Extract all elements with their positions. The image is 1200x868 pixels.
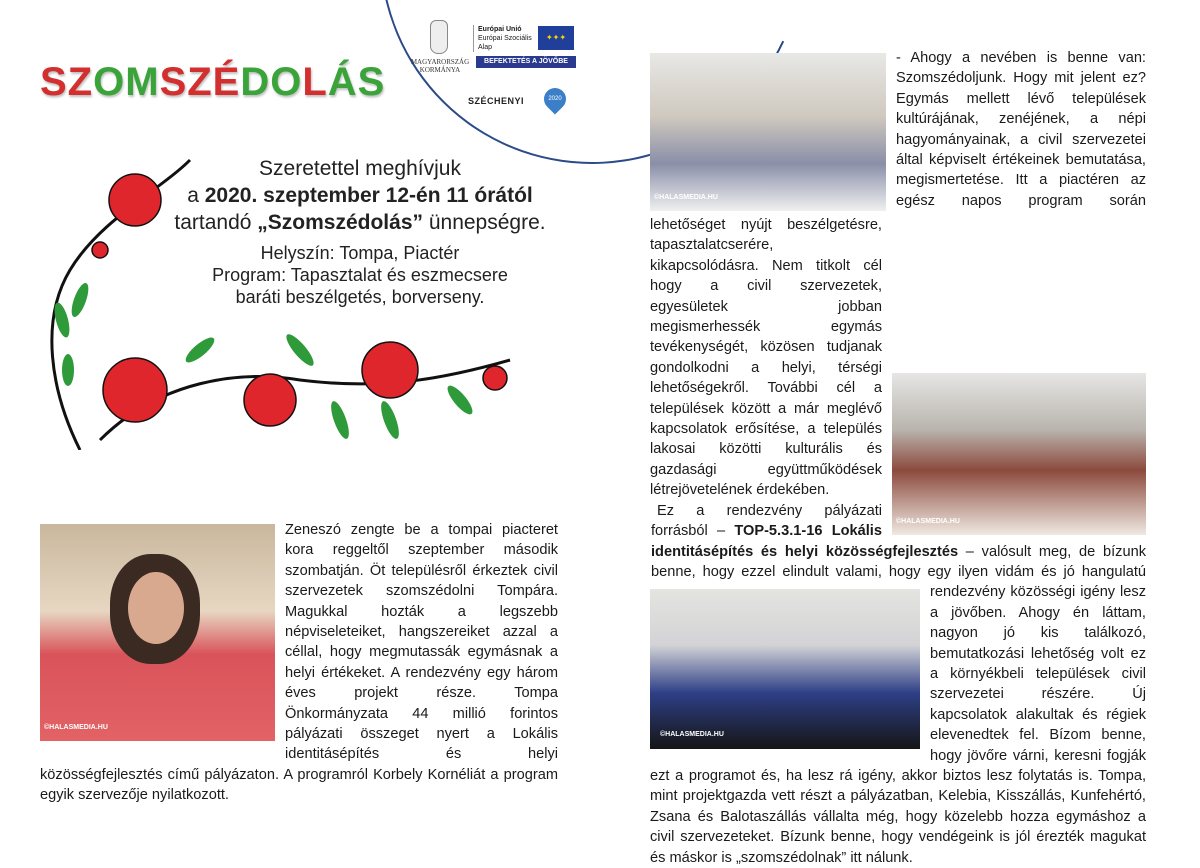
eu-title: Európai Unió xyxy=(478,26,522,33)
invite-line3 xyxy=(140,209,580,236)
right-article-p1: - Ahogy a nevében is benne van: Szomszédoljunk. Hogy mit jelent ez? Egymás mellett lévő települések kultúrájának, zenéjének, a népi hagyományainak, a civil szervezetei által képviselt értékeinek bemutatása, megismertetése. Itt a piactéren az egész napos program során lehetőséget nyújt beszélgetésre, tapasztalatcserére, kikapcsolódásra. Nem titkolt cél hogy a civil szervezetek, egyesületek jobban megismerhessék egymás tevékenységét, közösen tudjanak gondolkodni a helyi, térségi lehetőségekről. További cél a települések között a már meglévő kapcsolatok erősítése, a település lakosai közötti kulturális és gazdasági együttműködések létrejövetelének érdekében. xyxy=(650,50,1146,499)
project-name: TOP-5.3.1-16 Lokális identitásépítés és helyi közösségfejlesztés xyxy=(651,523,959,560)
invite-line3-post: ünnepségre. xyxy=(423,211,546,234)
eu-text xyxy=(473,25,532,52)
photo-watermark: ©HALASMEDIA.HU xyxy=(660,731,724,739)
title-part: L xyxy=(302,60,328,104)
eu-sub2: Alap xyxy=(478,44,493,51)
photo-choir xyxy=(650,589,920,749)
gov-line1: MAGYARORSZÁG xyxy=(410,58,470,66)
title-part: SZ xyxy=(40,60,94,104)
eu-sub1: Európai Szociális xyxy=(478,35,532,42)
invite-program1: Program: Tapasztalat és eszmecsere xyxy=(212,265,508,285)
government-logo-text xyxy=(410,58,470,74)
title-part: OM xyxy=(93,60,160,104)
left-article xyxy=(40,520,558,806)
photo-watermark: ©HALASMEDIA.HU xyxy=(896,517,960,525)
sponsor-logos xyxy=(410,18,590,128)
eu-banner: BEFEKTETÉS A JÖVŐBE xyxy=(476,56,576,68)
right-article xyxy=(650,48,1146,868)
invitation-block xyxy=(140,155,580,308)
p2-post: – valósult meg, de bízunk benne, hogy ezzel elindult valami, hogy egy ilyen vidám és jó hangulatú rendezvény közösségi igény lesz a jövőben. Ahogy én láttam, nagyon jó kis találkozó, bemutatkozási lehetőség volt ez a környékbeli települések civil szervezetei részére. Új kapcsolatok alakultak és régiek elevenedtek fel. Bízom benne, hogy jövőre várni, keresni fogják ezt a programot és, ha lesz rá igény, akkor biztos lesz folytatás is. Tompa, mint projektgazda vett részt a pályázatban, Kelebia, Kisszállás, Kunfehértó, Zsana és Balotaszállás vállalta még, hogy közelebb hozza egymáshoz a civil szervezeteket. Bízunk benne, hogy vendégeink is jól érezték magukat és máskor is „szomszédolnak” itt nálunk. xyxy=(650,543,1146,866)
invite-line1: Szeretettel meghívjuk xyxy=(259,157,461,180)
title-part: ÁS xyxy=(327,60,386,104)
invite-line2 xyxy=(140,182,580,209)
invite-line3-pre: tartandó xyxy=(174,211,258,234)
right-article-p2 xyxy=(650,501,1146,868)
szechenyi-logo: SZÉCHENYI xyxy=(468,96,525,106)
szechenyi-year: 2020 xyxy=(548,96,562,102)
left-article-text: Zeneszó zengte be a tompai piacteret kora reggeltől szeptember második szombatján. Öt településről érkeztek civil szervezetek szomszédolni Tompára. Magukkal hozták a legszebb népviseleteiket, hangszereiket azzal a céllal, hogy megmutassák egymásnak a helyi értékeket. A rendezvény egy három éves projekt része. Tompa Önkormányzata 44 millió forintos pályázati összeget nyert a Lokális identitásépítés és helyi közösségfejlesztés című pályázaton. A programról Korbely Kornéliát a program egyik szervezője nyilatkozott. xyxy=(40,522,558,804)
photo-interviewee xyxy=(40,524,275,741)
title-part: DO xyxy=(240,60,303,104)
invite-line2-pre: a xyxy=(187,184,205,207)
invite-date: 2020. szeptember 12-én 11 órától xyxy=(204,184,533,207)
invite-event: „Szomszédolás” xyxy=(257,211,423,234)
hungarian-crest-icon xyxy=(430,20,448,54)
photo-watermark: ©HALASMEDIA.HU xyxy=(654,193,718,201)
invite-venue: Helyszín: Tompa, Piactér xyxy=(260,243,460,263)
photo-table xyxy=(892,373,1146,535)
gov-line2: KORMÁNYA xyxy=(419,66,461,74)
photo-dancing xyxy=(650,53,886,211)
szechenyi-pin-icon xyxy=(539,83,570,114)
p2-pre: Ez a rendezvény pályázati forrásból – xyxy=(651,502,882,540)
newsletter-title xyxy=(40,60,385,105)
invite-program2: baráti beszélgetés, borverseny. xyxy=(235,287,485,307)
eu-flag-icon: ✦✦✦ xyxy=(538,26,574,50)
photo-watermark: ©HALASMEDIA.HU xyxy=(44,723,108,731)
title-part: SZÉ xyxy=(159,60,241,104)
